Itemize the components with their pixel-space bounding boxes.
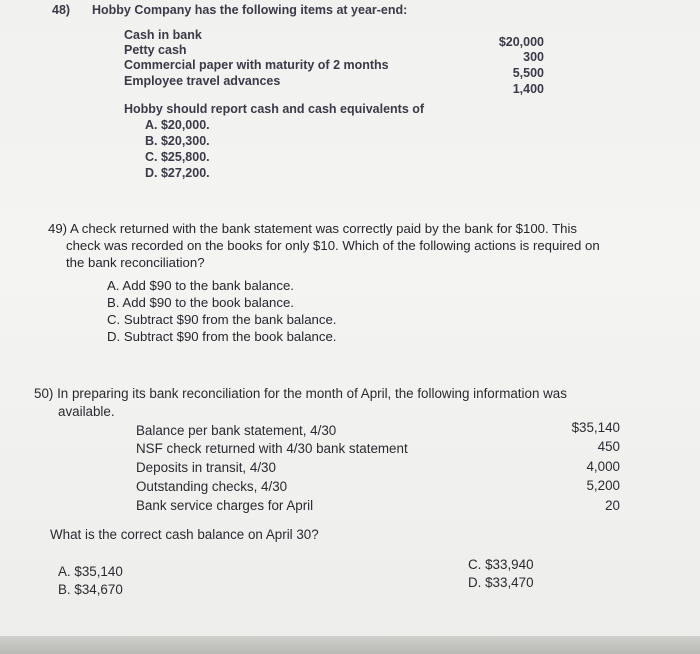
item-label: Employee travel advances xyxy=(124,74,281,88)
item-label: Balance per bank statement, 4/30 xyxy=(136,423,337,438)
answer-option-c: C. $25,800. xyxy=(145,150,210,164)
question-text: Hobby should report cash and cash equivalents of xyxy=(124,102,425,116)
item-amount: 5,500 xyxy=(512,66,544,80)
item-label: Commercial paper with maturity of 2 months xyxy=(124,58,389,72)
item-amount: 5,200 xyxy=(586,478,620,493)
answer-option-d: D. $27,200. xyxy=(145,166,210,180)
question-text: What is the correct cash balance on April 30? xyxy=(50,527,319,542)
item-label: Bank service charges for April xyxy=(136,498,314,513)
item-amount: 1,400 xyxy=(512,82,544,96)
item-label: Deposits in transit, 4/30 xyxy=(136,460,276,475)
answer-option-c: C. Subtract $90 from the bank balance. xyxy=(107,312,337,327)
answer-option-a: A. $20,000. xyxy=(145,118,210,132)
item-label: Cash in bank xyxy=(124,28,202,42)
answer-option-b: B. $20,300. xyxy=(145,134,210,148)
photo-edge-shadow xyxy=(0,636,700,654)
question-stem: Hobby Company has the following items at year-end: xyxy=(92,3,408,17)
answer-option-d: D. Subtract $90 from the book balance. xyxy=(107,329,337,344)
item-amount: 20 xyxy=(605,498,620,513)
item-amount: 4,000 xyxy=(586,459,620,474)
item-label: Petty cash xyxy=(124,43,187,57)
question-number: 48) xyxy=(52,3,71,17)
question-text-line: check was recorded on the books for only $10. Which of the following actions is required on xyxy=(66,238,600,253)
answer-option-a: A. $35,140 xyxy=(58,564,123,579)
answer-option-b: B. $34,670 xyxy=(58,582,123,597)
answer-option-a: A. Add $90 to the bank balance. xyxy=(107,278,294,293)
item-amount: $20,000 xyxy=(498,35,544,49)
answer-option-c: C. $33,940 xyxy=(468,557,534,572)
item-amount: $35,140 xyxy=(571,420,620,435)
question-text-line: available. xyxy=(58,404,115,419)
answer-option-d: D. $33,470 xyxy=(468,575,534,590)
answer-option-b: B. Add $90 to the book balance. xyxy=(107,295,294,310)
item-label: NSF check returned with 4/30 bank statement xyxy=(136,441,408,456)
item-amount: 450 xyxy=(597,439,620,454)
question-text-line: 50) In preparing its bank reconciliation for the month of April, the following information was xyxy=(34,386,567,401)
question-text-line: 49) A check returned with the bank statement was correctly paid by the bank for $100. This xyxy=(48,221,578,236)
item-label: Outstanding checks, 4/30 xyxy=(136,479,288,494)
question-text-line: the bank reconciliation? xyxy=(66,255,205,270)
item-amount: 300 xyxy=(523,50,544,64)
